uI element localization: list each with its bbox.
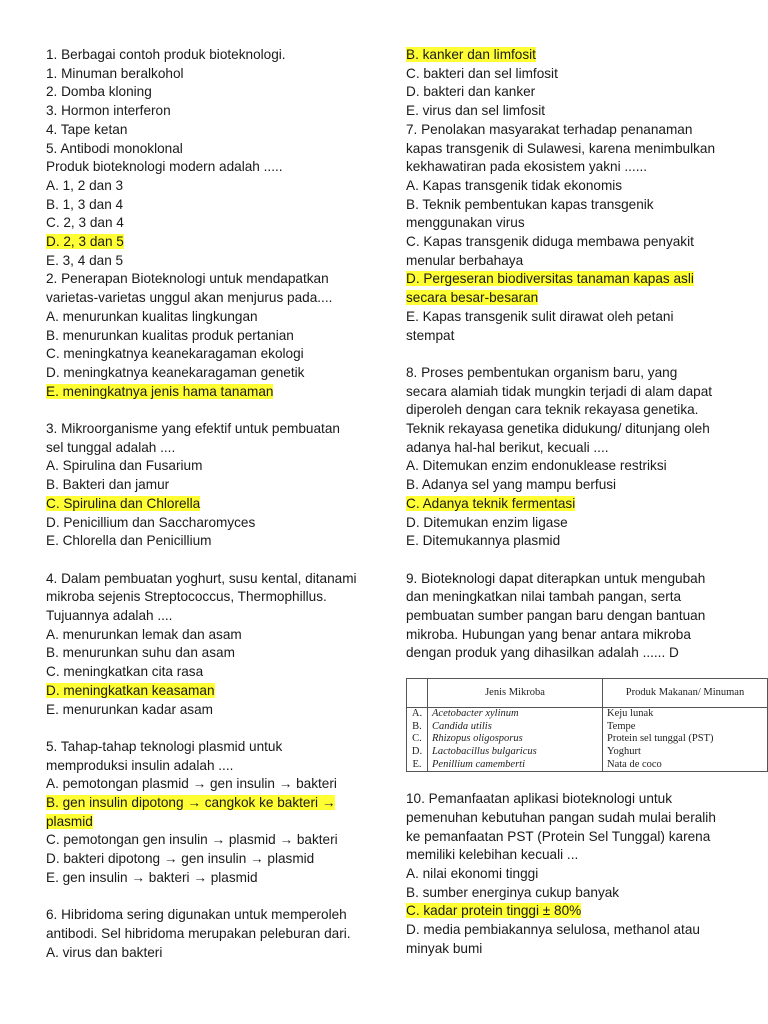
text-line: [46, 925, 366, 944]
text-line: [46, 850, 366, 869]
text-line: [406, 626, 736, 645]
line-text: B. menurunkan kualitas produk pertanian: [46, 327, 294, 343]
product-name: Protein sel tunggal (PST): [603, 733, 768, 746]
blank-line: [46, 401, 366, 420]
line-text: D. media pembiakannya selulosa, methanol atau: [406, 922, 700, 938]
highlighted-answer: D. Pergeseran biodiversitas tanaman kapas asli: [406, 271, 694, 287]
text-line: [406, 420, 736, 439]
text-line: [46, 738, 366, 757]
line-text: 10. Pemanfaatan aplikasi bioteknologi untuk: [406, 791, 673, 807]
microbe-name: Penillium camemberti: [428, 759, 603, 772]
text-line: [46, 327, 366, 346]
text-line: [406, 865, 736, 884]
microbe-name: Rhizopus oligosporus: [428, 733, 603, 746]
line-text: kekhawatiran pada ekosistem yakni ......: [406, 159, 648, 175]
text-line: [406, 383, 736, 402]
line-text: mikroba. Hubungan yang benar antara mikroba: [406, 626, 691, 642]
highlighted-answer: B. kanker dan limfosit: [406, 47, 536, 62]
line-text: secara alamiah tidak mungkin terjadi di alam dapat: [406, 383, 713, 399]
line-text: A. nilai ekonomi tinggi: [406, 865, 539, 881]
text-line: [46, 233, 366, 252]
text-line: [46, 383, 366, 402]
text-line: [46, 663, 366, 682]
text-line: [46, 46, 366, 65]
text-line: [46, 906, 366, 925]
text-line: [46, 495, 366, 514]
text-line: [406, 327, 736, 346]
text-line: [406, 46, 736, 65]
line-text: 1. Minuman beralkohol: [46, 65, 184, 81]
line-text: B. Adanya sel yang mampu berfusi: [406, 477, 617, 493]
text-line: [46, 83, 366, 102]
line-text: varietas-varietas unggul akan menjurus pada....: [46, 290, 333, 306]
line-text: C. meningkatkan cita rasa: [46, 664, 204, 680]
text-line: [46, 196, 366, 215]
blank-line: [46, 551, 366, 570]
blank-line: [46, 888, 366, 907]
text-line: [406, 196, 736, 215]
product-name: Tempe: [603, 721, 768, 734]
table-header-product: Produk Makanan/ Minuman: [603, 679, 768, 708]
text-line: [406, 940, 736, 959]
row-letter: E.: [407, 759, 428, 772]
text-line: [46, 701, 366, 720]
line-text: B. menurunkan suhu dan asam: [46, 645, 235, 661]
text-line: [406, 790, 736, 809]
text-line: [46, 794, 366, 813]
line-text: dan meningkatkan nilai tambah pangan, serta: [406, 589, 682, 605]
line-text: A. menurunkan lemak dan asam: [46, 626, 242, 642]
text-line: [46, 289, 366, 308]
text-line: [46, 140, 366, 159]
blank-line: [46, 719, 366, 738]
text-line: [46, 588, 366, 607]
line-text: B. Teknik pembentukan kapas transgenik: [406, 196, 654, 212]
blank-line: [406, 345, 736, 364]
text-line: [46, 102, 366, 121]
text-line: [46, 252, 366, 271]
line-text: E. virus dan sel limfosit: [406, 103, 546, 119]
line-text: A. Kapas transgenik tidak ekonomis: [406, 177, 623, 193]
text-line: [406, 140, 736, 159]
product-name: Keju lunak: [603, 708, 768, 721]
row-letter: C.: [407, 733, 428, 746]
text-line: [406, 514, 736, 533]
line-text: D. bakteri dan kanker: [406, 84, 536, 100]
line-text: 6. Hibridoma sering digunakan untuk memperoleh: [46, 907, 347, 923]
text-line: [46, 345, 366, 364]
line-text: antibodi. Sel hibridoma merupakan peleburan dari.: [46, 925, 351, 941]
line-text: adanya hal-hal berikut, kecuali ....: [406, 439, 609, 455]
line-text: 4. Dalam pembuatan yoghurt, susu kental, ditanami: [46, 570, 357, 586]
row-letter: D.: [407, 746, 428, 759]
text-line: [46, 775, 366, 794]
line-text: ke pemanfaatan PST (Protein Sel Tunggal) karena: [406, 828, 711, 844]
text-line: [406, 289, 736, 308]
text-line: [406, 439, 736, 458]
line-text: C. Kapas transgenik diduga membawa penyakit: [406, 234, 694, 250]
table-header-microbe: Jenis Mikroba: [428, 679, 603, 708]
text-line: [406, 607, 736, 626]
text-line: [46, 420, 366, 439]
text-line: [406, 902, 736, 921]
line-text: 8. Proses pembentukan organism baru, yang: [406, 364, 678, 380]
line-text: 5. Tahap-tahap teknologi plasmid untuk: [46, 738, 283, 754]
line-text: mikroba sejenis Streptococcus, Thermophillus.: [46, 589, 327, 605]
text-line: [46, 644, 366, 663]
line-text: pembuatan sumber pangan baru dengan bantuan: [406, 608, 706, 624]
text-line: [46, 270, 366, 289]
highlighted-answer: D. meningkatkan keasaman: [46, 682, 215, 698]
line-text: minyak bumi: [406, 940, 483, 956]
line-text: A. Spirulina dan Fusarium: [46, 458, 203, 474]
text-line: [406, 884, 736, 903]
line-text: E. Chlorella dan Penicillium: [46, 533, 212, 549]
text-line: [46, 682, 366, 701]
table-header-row: [407, 679, 768, 708]
text-line: [46, 813, 366, 832]
text-line: [406, 401, 736, 420]
text-line: [406, 921, 736, 940]
line-text: A. Ditemukan enzim endonuklease restriksi: [406, 458, 667, 474]
row-letter: A.: [407, 708, 428, 721]
microbe-name: Lactobacillus bulgaricus: [428, 746, 603, 759]
line-text: E. 3, 4 dan 5: [46, 252, 124, 268]
table-header-letter: [407, 679, 428, 708]
highlighted-answer: D. 2, 3 dan 5: [46, 234, 124, 250]
line-text: E. menurunkan kadar asam: [46, 701, 213, 717]
text-line: [406, 644, 736, 663]
line-text: A. menurunkan kualitas lingkungan: [46, 308, 258, 324]
line-text: diperoleh dengan cara teknik rekayasa genetika.: [406, 402, 699, 418]
text-line: [406, 308, 736, 327]
line-text: stempat: [406, 327, 455, 343]
text-line: [46, 158, 366, 177]
text-line: [46, 514, 366, 533]
line-text: A. virus dan bakteri: [46, 944, 163, 960]
right-top-text: [406, 46, 736, 663]
table-row: [407, 746, 768, 759]
line-text: A. pemotongan plasmid → gen insulin → bakteri: [46, 776, 337, 792]
line-text: Produk bioteknologi modern adalah .....: [46, 159, 283, 175]
text-line: [46, 944, 366, 963]
table-row: [407, 721, 768, 734]
line-text: B. Bakteri dan jamur: [46, 477, 170, 493]
text-line: [406, 457, 736, 476]
highlighted-answer: E. meningkatnya jenis hama tanaman: [46, 383, 274, 399]
line-text: 3. Mikroorganisme yang efektif untuk pembuatan: [46, 421, 340, 437]
text-line: [46, 364, 366, 383]
line-text: B. sumber energinya cukup banyak: [406, 884, 620, 900]
text-line: [406, 828, 736, 847]
line-text: D. Ditemukan enzim ligase: [406, 514, 568, 530]
text-line: [406, 83, 736, 102]
highlighted-answer: C. Spirulina dan Chlorella: [46, 495, 201, 511]
line-text: E. gen insulin → bakteri → plasmid: [46, 869, 258, 885]
table-row: [407, 733, 768, 746]
line-text: 7. Penolakan masyarakat terhadap penanaman: [406, 121, 693, 137]
text-line: [406, 158, 736, 177]
text-line: [46, 607, 366, 626]
line-text: D. bakteri dipotong → gen insulin → plasmid: [46, 851, 315, 867]
highlighted-answer: C. Adanya teknik fermentasi: [406, 495, 576, 511]
text-line: [406, 252, 736, 271]
text-line: [46, 476, 366, 495]
highlighted-answer: secara besar-besaran: [406, 290, 539, 306]
line-text: 1. Berbagai contoh produk bioteknologi.: [46, 47, 286, 62]
table-row: [407, 759, 768, 772]
line-text: E. Kapas transgenik sulit dirawat oleh petani: [406, 308, 674, 324]
text-line: [46, 439, 366, 458]
line-text: Tujuannya adalah ....: [46, 608, 173, 624]
line-text: 9. Bioteknologi dapat diterapkan untuk mengubah: [406, 570, 706, 586]
line-text: dengan produk yang dihasilkan adalah ...... D: [406, 645, 679, 661]
line-text: B. 1, 3 dan 4: [46, 196, 124, 212]
text-line: [406, 270, 736, 289]
line-text: sel tunggal adalah ....: [46, 439, 176, 455]
text-line: [46, 570, 366, 589]
text-line: [46, 121, 366, 140]
left-column: [46, 46, 366, 962]
line-text: 2. Domba kloning: [46, 84, 152, 100]
line-text: D. meningkatnya keanekaragaman genetik: [46, 364, 305, 380]
text-line: [406, 177, 736, 196]
line-text: C. meningkatnya keanekaragaman ekologi: [46, 346, 304, 362]
text-line: [406, 532, 736, 551]
text-line: [406, 809, 736, 828]
microbe-product-table: [406, 678, 768, 772]
line-text: menular berbahaya: [406, 252, 524, 268]
line-text: 4. Tape ketan: [46, 121, 128, 137]
text-line: [406, 364, 736, 383]
text-line: [406, 495, 736, 514]
text-line: [46, 626, 366, 645]
line-text: C. bakteri dan sel limfosit: [406, 65, 558, 81]
text-line: [46, 869, 366, 888]
text-line: [406, 233, 736, 252]
line-text: D. Penicillium dan Saccharomyces: [46, 514, 256, 530]
product-name: Nata de coco: [603, 759, 768, 772]
line-text: 2. Penerapan Bioteknologi untuk mendapatkan: [46, 271, 329, 287]
text-line: [406, 65, 736, 84]
line-text: E. Ditemukannya plasmid: [406, 533, 561, 549]
text-line: [46, 214, 366, 233]
text-line: [406, 214, 736, 233]
text-line: [46, 65, 366, 84]
text-line: [406, 588, 736, 607]
right-bottom-text: [406, 790, 736, 958]
highlighted-answer: plasmid: [46, 813, 93, 829]
text-line: [46, 177, 366, 196]
line-text: 3. Hormon interferon: [46, 103, 171, 119]
text-line: [46, 532, 366, 551]
table-row: [407, 708, 768, 721]
line-text: Teknik rekayasa genetika didukung/ ditunjang oleh: [406, 421, 710, 437]
line-text: memiliki kelebihan kecuali ...: [406, 847, 579, 863]
text-line: [46, 308, 366, 327]
microbe-name: Acetobacter xylinum: [428, 708, 603, 721]
text-line: [46, 757, 366, 776]
text-line: [46, 831, 366, 850]
blank-line: [406, 551, 736, 570]
line-text: C. pemotongan gen insulin → plasmid → bakteri: [46, 832, 338, 848]
text-line: [406, 570, 736, 589]
text-line: [406, 476, 736, 495]
text-line: [46, 457, 366, 476]
line-text: A. 1, 2 dan 3: [46, 177, 124, 193]
text-line: [406, 846, 736, 865]
line-text: 5. Antibodi monoklonal: [46, 140, 183, 156]
line-text: kapas transgenik di Sulawesi, karena menimbulkan: [406, 140, 716, 156]
highlighted-answer: C. kadar protein tinggi ± 80%: [406, 903, 582, 919]
microbe-name: Candida utilis: [428, 721, 603, 734]
line-text: C. 2, 3 dan 4: [46, 215, 124, 231]
line-text: pemenuhan kebutuhan pangan sudah mulai beralih: [406, 809, 716, 825]
right-column: [406, 46, 745, 958]
line-text: menggunakan virus: [406, 215, 525, 231]
product-name: Yoghurt: [603, 746, 768, 759]
row-letter: B.: [407, 721, 428, 734]
text-line: [406, 102, 736, 121]
text-line: [406, 121, 736, 140]
highlighted-answer: B. gen insulin dipotong → cangkok ke bakteri →: [46, 795, 336, 811]
line-text: memproduksi insulin adalah ....: [46, 757, 234, 773]
